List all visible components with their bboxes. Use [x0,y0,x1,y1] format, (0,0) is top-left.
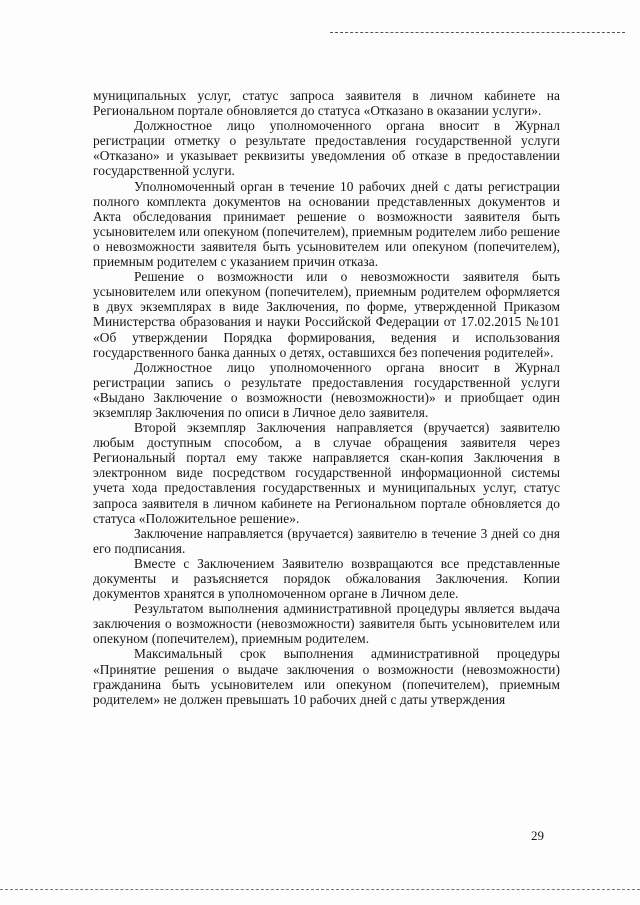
scan-edge-line-top [330,32,625,33]
paragraph-5: Должностное лицо уполномоченного органа вносит в Журнал регистрации запись о результате предоставления государственной услуги «Выдано Заключение о возможности (невозможности)» и приобщает один экземпляр Заключения по описи в Личное дело заявителя. [93,359,560,420]
page-number: 29 [531,828,544,843]
paragraph-9: Результатом выполнения административной процедуры является выдача заключения о возможности (невозможности) заявителя быть усыновителем или опекуном (попечителем), приемным родителем. [93,601,560,647]
paragraph-4: Решение о возможности или о невозможности заявителя быть усыновителем или опекуном (попечителем), приемным родителем оформляется в двух экземплярах в виде Заключения, по форме, утвержденной Приказом Министерства образования и науки Российской Федерации от 17.02.2015 №101 «Об утверждении Порядка формирования, ведения и использования государственного банка данных о детях, оставшихся без попечения родителей». [93,269,560,360]
paragraph-8: Вместе с Заключением Заявителю возвращаются все представленные документы и разъясняется порядок обжалования Заключения. Копии документов хранятся в уполномоченном органе в Личном деле. [93,555,560,602]
paragraph-3: Уполномоченный орган в течение 10 рабочих дней с даты регистрации полного комплекта документов на основании представленных документов и Акта обследования принимает решение о возможности заявителя быть усыновителем или опекуном (попечителем), приемным родителем либо решение о невозможности заявителя быть усыновителем или опекуном (попечителем), приемным родителем с указанием причин отказа. [93,178,561,270]
paragraph-1: муниципальных услуг, статус запроса заявителя в личном кабинете на Региональном портале обновляется до статуса «Отказано в оказании услуги». [93,88,560,119]
paragraph-2: Должностное лицо уполномоченного органа вносит в Журнал регистрации отметку о результате предоставления государственной услуги «Отказано» и указывает реквизиты уведомления об отказе в предоставлении государственной услуги. [93,118,560,179]
paragraph-6: Второй экземпляр Заключения направляется (вручается) заявителю любым доступным способом, а в случае обращения заявителя через Региональный портал ему также направляется скан-копия Заключения в электронном виде посредством государственной информационной системы учета хода предоставления государственных и муниципальных услуг, статус запроса заявителя в личном кабинете на Региональном портале обновляется до статуса «Положительное решение». [93,420,560,526]
paragraph-7: Заключение направляется (вручается) заявителю в течение 3 дней со дня его подписания. [93,525,560,556]
paragraph-10: Максимальный срок выполнения административной процедуры «Принятие решения о выдаче заключения о возможности (невозможности) гражданина быть усыновителем или опекуном (попечителем), приемным родителем» не должен превышать 10 рабочих дней с даты утверждения [93,646,560,707]
scan-edge-line-bottom [0,889,640,890]
document-body [93,88,560,707]
